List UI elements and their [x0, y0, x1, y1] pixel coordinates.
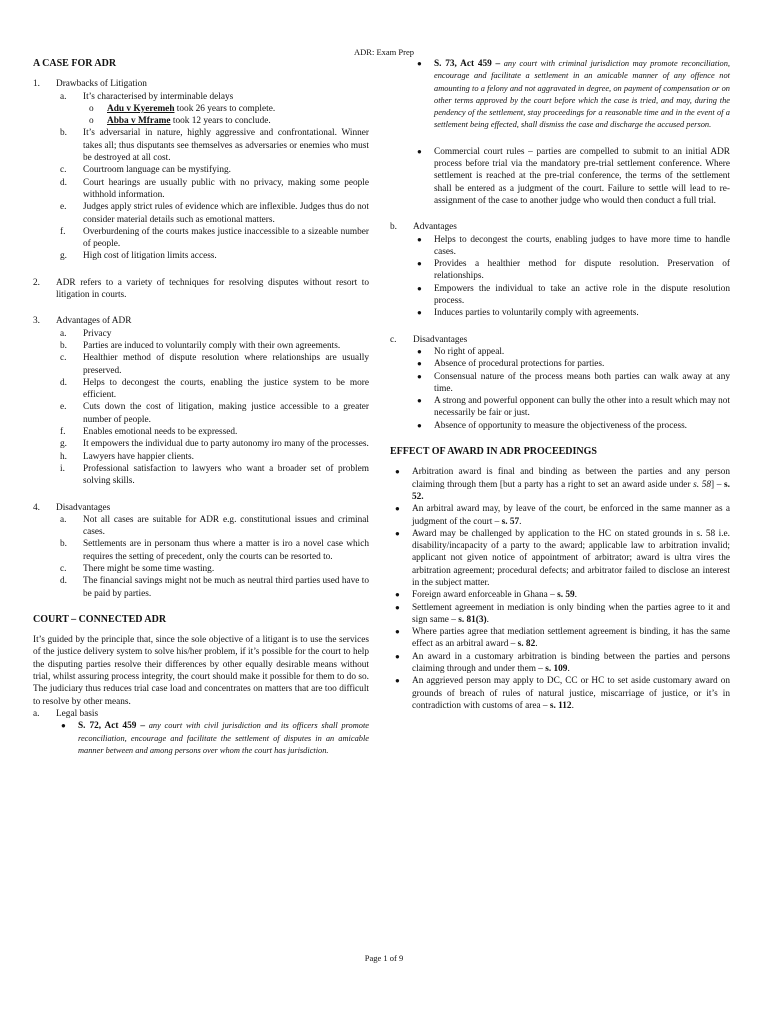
list-item: a. It’s characterised by interminable delays — [60, 91, 234, 102]
page-footer: Page 1 of 9 — [364, 953, 404, 963]
list-item: b. It’s adversarial in nature, highly aggressive and confrontational. Winner takes all; thus disputants see themselves as adversaries or enemies who must be destroyed at all cost. — [60, 128, 369, 164]
disadvantages-label: c. Disadvantages — [390, 334, 468, 345]
list-item: b. Settlements are in personam thus where a matter is iro a novel case which requires the setting of precedent, only the courts can be resorted to. — [60, 539, 369, 562]
advantages-label: b. Advantages — [390, 222, 457, 233]
list-item: ● Foreign award enforceable in Ghana – s. 59. — [395, 590, 577, 601]
heading-a-case-for-adr: A CASE FOR ADR — [33, 58, 117, 69]
list-item: a. Privacy — [60, 328, 112, 339]
list-item: ● Arbitration award is final and binding as between the parties and any person claiming through them [but a party has a right to set an award aside under s. 58] – s. 52. — [395, 467, 730, 502]
right-column — [390, 58, 730, 712]
list-item: ● Where parties agree that mediation settlement agreement is binding, it has the same effect as an arbitral award – s. 82. — [395, 627, 730, 650]
section-4: 4. Disadvantages — [33, 502, 111, 513]
heading-court-connected-adr: COURT – CONNECTED ADR — [33, 613, 167, 625]
list-item: ● Consensual nature of the process means both parties can walk away at any time. — [417, 371, 730, 394]
heading-effect-of-award: EFFECT OF AWARD IN ADR PROCEEDINGS — [390, 446, 597, 458]
court-connected-paragraph: It’s guided by the principle that, since the sole objective of a litigant is to use the services of the justice delivery system to solve his/her problem, if it’s possible for the court to help the disputing parties resolve their differences by other equally desirable means without trial, whilst assuring process integrity, the court should make it possible for them to do so. The judiciary thus reduces trial case load and concentrates on matters that are too difficult to resolve by other means. — [33, 635, 369, 707]
commercial-court-item: ● Commercial court rules – parties are compelled to submit to an initial ADR process before trial via the mandatory pre-trial settlement conference. Where settlement is reached at the pre-trial conference, the terms of the settlement shall be entered as a judgment of the court. Failure to settle will lead to re-assignment of the case to another judge who would then conduct a full trial. — [417, 146, 730, 206]
section-1 — [33, 78, 369, 90]
list-item: c. Healthier method of dispute resolution where relationships are usually preserved. — [60, 353, 369, 376]
list-item: e. Judges apply strict rules of evidence which are inflexible. Judges thus do not consider material details such as emotional matters. — [60, 202, 369, 225]
list-item: e. Cuts down the cost of litigation, making justice accessible to a greater number of people. — [60, 402, 369, 425]
left-column — [33, 58, 369, 757]
page-header: ADR: Exam Prep — [354, 47, 414, 57]
list-item: d. Court hearings are usually public with no privacy, making some people withhold information. — [60, 177, 369, 200]
list-item: f. Overburdening of the courts makes justice inaccessible to a sizeable number of people. — [60, 226, 369, 250]
list-item: h. Lawyers have happier clients. — [60, 451, 194, 462]
legal-basis-label: a. Legal basis — [33, 708, 99, 719]
list-item: d. Helps to decongest the courts, enabling the justice system to be more efficient. — [60, 377, 369, 401]
section-4-list — [60, 514, 369, 600]
section-1-list — [60, 91, 369, 263]
number-1: 1. — [33, 79, 40, 90]
list-item: ● An award in a customary arbitration is binding between the parties and persons claiming through and under them – s. 109. — [395, 651, 730, 675]
list-item: ● Absence of opportunity to measure the objectiveness of the process. — [417, 420, 688, 431]
list-item: b. Parties are induced to voluntarily comply with their own agreements. — [60, 340, 341, 351]
list-item: ● An aggrieved person may apply to DC, CC or HC to set aside customary award on grounds of breach of rules of natural justice, miscarriage of justice, or it’s in contradiction with customs of area – s. 112. — [395, 676, 730, 711]
list-item: c. Courtroom language can be mystifying. — [60, 165, 231, 176]
list-item: a. Not all cases are suitable for ADR e.g. constitutional issues and criminal cases. — [60, 514, 369, 538]
list-item: ● Empowers the individual to take an active role in the dispute resolution process. — [417, 283, 730, 307]
list-item: ● A strong and powerful opponent can bully the other into a result which may not necessarily be fair or just. — [417, 396, 730, 419]
list-item: ● Helps to decongest the courts, enabling judges to have more time to handle cases. — [417, 234, 730, 257]
section-1-label: Drawbacks of Litigation — [56, 79, 147, 90]
list-item: d. The financial savings might not be much as neutral third parties used have to be paid by parties. — [60, 576, 369, 599]
list-item: ● No right of appeal. — [417, 346, 505, 357]
list-item: ● An arbitral award may, by leave of the court, be enforced in the same manner as a judgment of the court – s. 57. — [395, 504, 730, 527]
list-item: ● Absence of procedural protections for parties. — [417, 359, 605, 370]
list-item: ● Award may be challenged by application to the HC on stated grounds in s. 58 i.e. disability/incapacity of a party to the award; applicable law to arbitration invalid; applicant not given notice of appointment of arbitrator; award is ultra vires the arbitration agreement; procedural defects; and arbitrator failed to disclose an interest in the subject matter. — [395, 528, 730, 588]
list-item: ● Settlement agreement in mediation is only binding when the parties agree to it and sign same – s. 81(3). — [395, 602, 730, 625]
section-3: 3. Advantages of ADR — [33, 316, 132, 327]
s72-item: ● S. 72, Act 459 – any court with civil jurisdiction and its officers shall promote reconciliation, encourage and facilitate the settlement of disputes in an amicable manner between and among persons over whom the court has jurisdiction. — [61, 721, 369, 755]
list-item: f. Enables emotional needs to be expressed. — [60, 427, 238, 438]
case-item: o Adu v Kyeremeh took 26 years to complete. — [89, 103, 276, 114]
list-item: ● Induces parties to voluntarily comply with agreements. — [417, 308, 639, 319]
list-item: ● Provides a healthier method for dispute resolution. Preservation of relationships. — [417, 259, 730, 282]
list-item: g. High cost of litigation limits access. — [60, 251, 217, 262]
section-3-list — [60, 328, 369, 488]
list-item: i. Professional satisfaction to lawyers who want a broader set of problem solving skills. — [60, 463, 369, 487]
list-item: g. It empowers the individual due to party autonomy iro many of the processes. — [60, 439, 369, 450]
case-item: o Abba v Mframe took 12 years to conclude. — [89, 116, 271, 127]
list-item: c. There might be some time wasting. — [60, 563, 215, 574]
s73-item: ● S. 73, Act 459 – any court with criminal jurisdiction may promote reconciliation, encourage and facilitate a settlement in an amicable manner of any offence not amounting to a felony and not aggravated in degree, on payment of compensation or on other terms approved by the court before which the case is tried, and may, during the pendency of the settlement, stay proceedings for a reasonable time and in the event of a settlement being effected, shall dismiss the case and discharge the accused person. — [417, 59, 730, 130]
section-2: 2. ADR refers to a variety of techniques for resolving disputes without resort to litigation in courts. — [33, 277, 369, 301]
